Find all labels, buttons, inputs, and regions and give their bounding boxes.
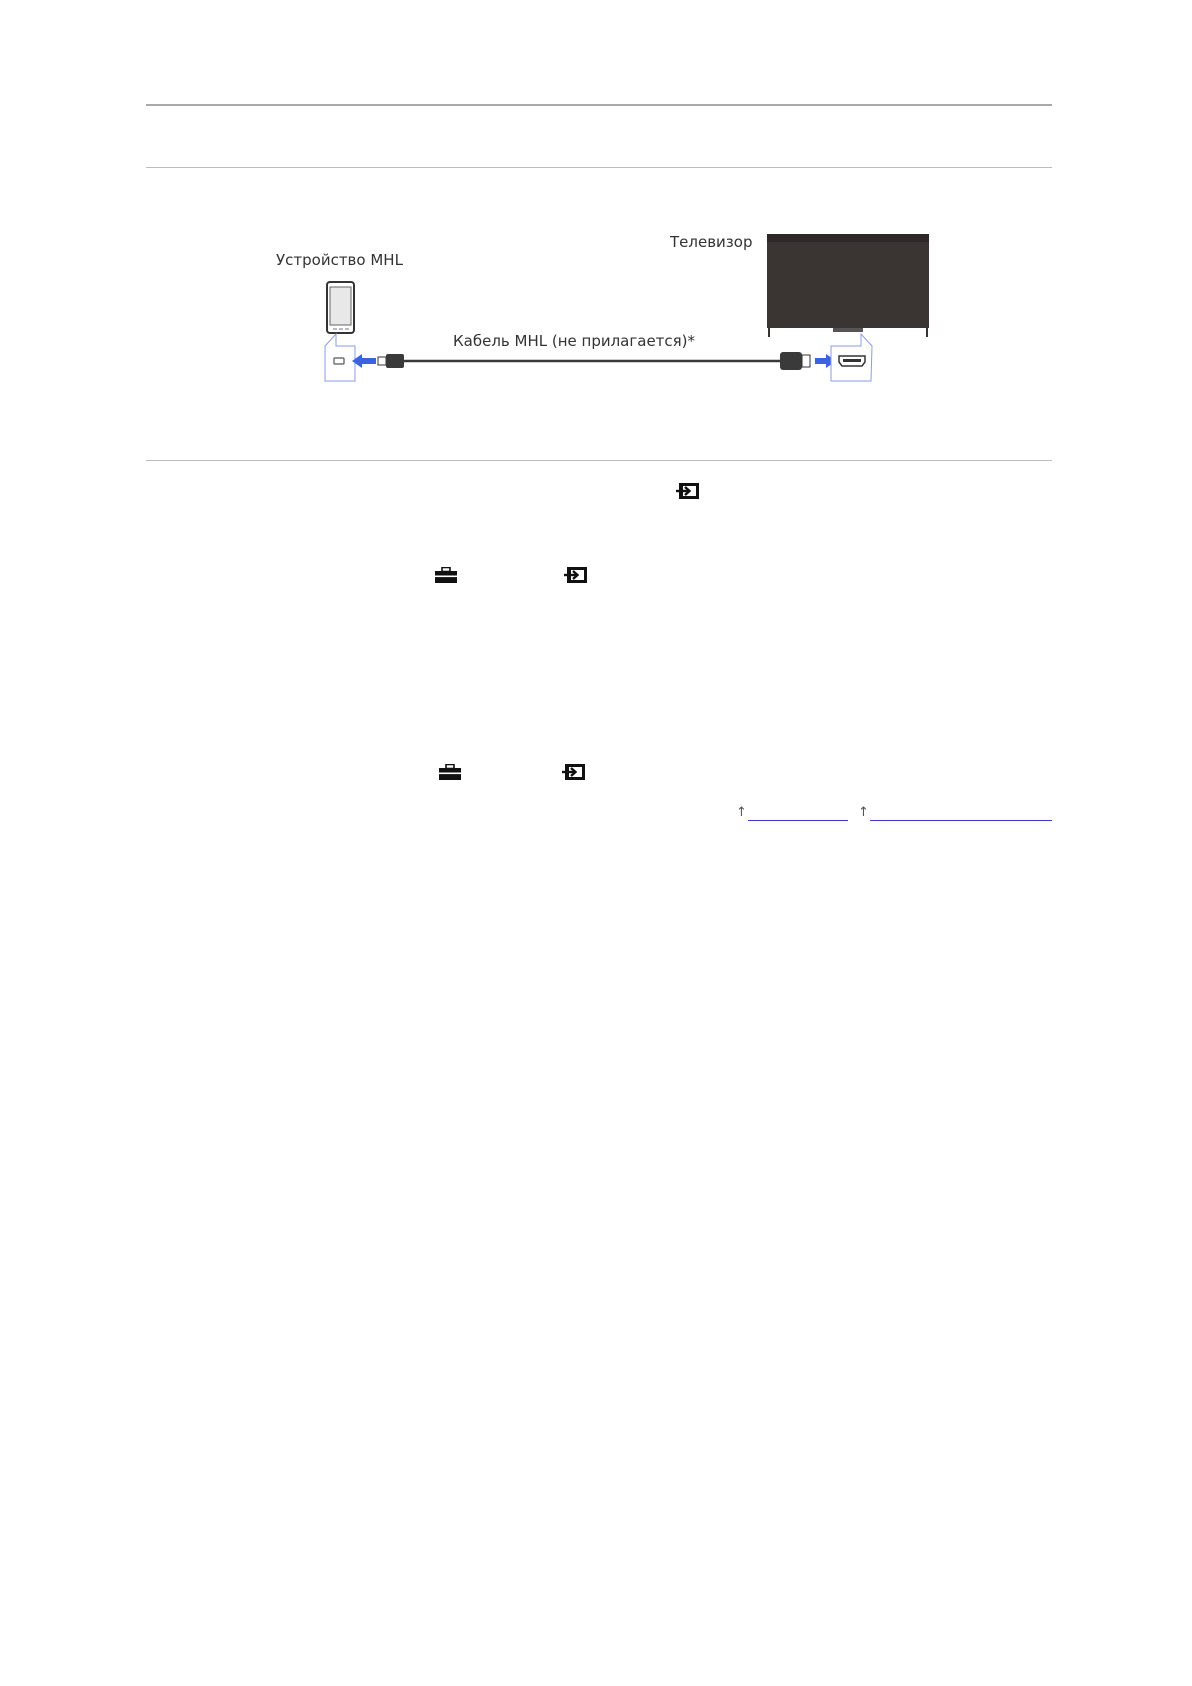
smartphone-icon [327,282,354,333]
arrow-to-device-icon [352,354,376,368]
cable-label: Кабель MHL (не прилагается)* [453,332,696,350]
connection-diagram [0,0,1192,460]
tv-port-callout [831,334,872,381]
device-label: Устройство MHL [276,251,403,269]
diagram-graphics [0,0,1192,460]
micro-usb-plug-icon [378,354,404,368]
toolbox-icon [435,567,457,583]
input-icon [676,482,700,500]
tv-icon [767,234,929,337]
hdmi-plug-icon [780,352,810,370]
up-arrow-icon: ↑ [736,805,747,820]
up-arrow-icon: ↑ [858,805,869,820]
device-port-callout [325,334,355,381]
nav-link-up-2[interactable] [858,806,1054,824]
nav-link-up-1[interactable] [736,806,850,824]
tv-label: Телевизор [670,233,753,251]
toolbox-icon [439,764,461,780]
input-icon [562,763,586,781]
section-rule [146,460,1052,461]
input-icon [564,566,588,584]
nav-link-underline [870,820,1052,821]
nav-link-underline [748,820,848,821]
